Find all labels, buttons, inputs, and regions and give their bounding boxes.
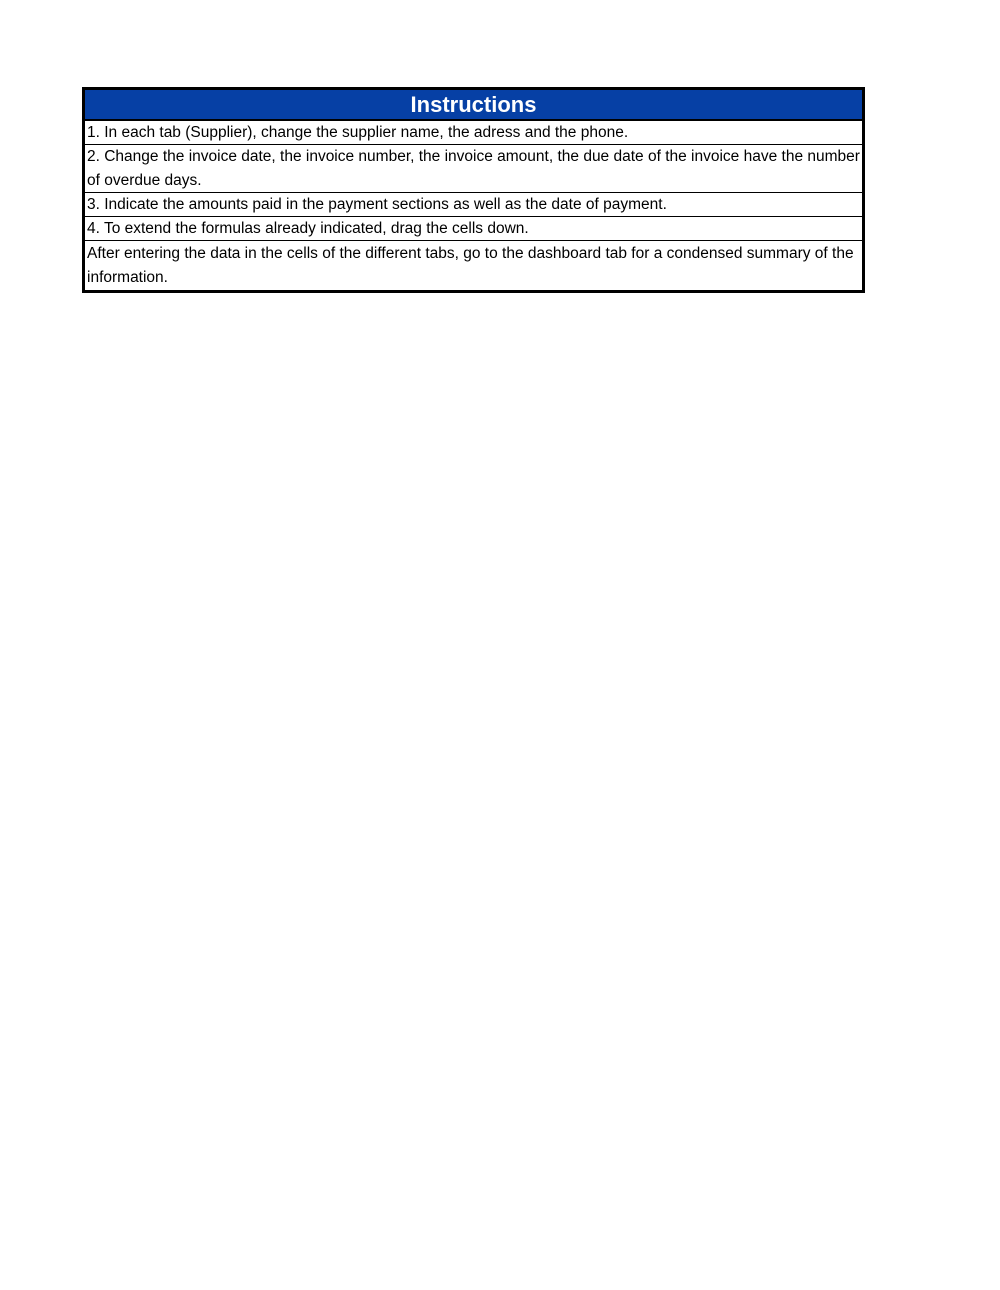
instructions-title: Instructions <box>85 90 862 121</box>
instruction-step-3: 3. Indicate the amounts paid in the payment sections as well as the date of payment. <box>85 193 862 217</box>
instructions-table <box>82 87 865 293</box>
instruction-summary-note: After entering the data in the cells of the different tabs, go to the dashboard tab for a condensed summary of the information. <box>87 245 854 286</box>
instruction-step-2: 2. Change the invoice date, the invoice number, the invoice amount, the due date of the invoice have the number of overdue days. <box>85 145 862 193</box>
instruction-step-4: 4. To extend the formulas already indicated, drag the cells down. <box>85 217 862 241</box>
instruction-step-1: 1. In each tab (Supplier), change the supplier name, the adress and the phone. <box>85 121 862 145</box>
